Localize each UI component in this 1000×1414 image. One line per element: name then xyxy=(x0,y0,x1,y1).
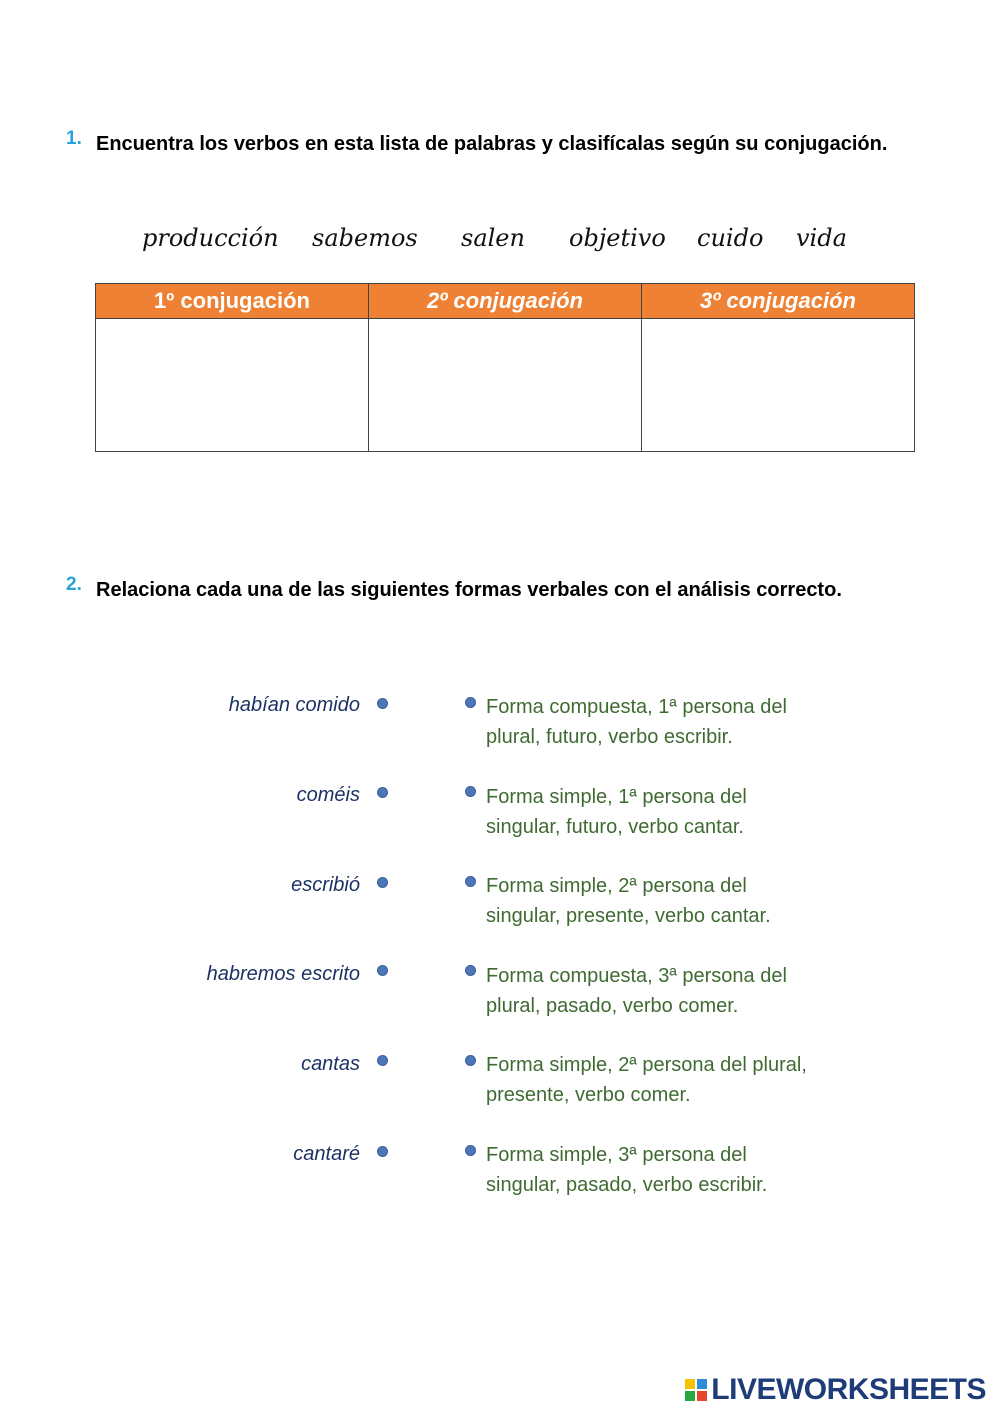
analysis-line: Forma simple, 2ª persona del xyxy=(486,875,747,897)
analysis-line: Forma simple, 2ª persona del plural, xyxy=(486,1054,807,1076)
question-2-number: 2. xyxy=(66,574,82,595)
question-2 xyxy=(66,574,904,606)
analysis-item xyxy=(486,782,886,842)
verb-form-item: escribió xyxy=(291,874,360,896)
analysis-item xyxy=(486,1050,886,1110)
table-header-2: 2º conjugación xyxy=(369,284,642,319)
answer-cell-1[interactable] xyxy=(96,319,369,452)
answer-cell-2[interactable] xyxy=(369,319,642,452)
right-match-dot[interactable] xyxy=(466,787,475,796)
word-list-item: producción xyxy=(142,224,279,252)
left-match-dot[interactable] xyxy=(378,699,387,708)
left-match-dot[interactable] xyxy=(378,1056,387,1065)
question-1-number: 1. xyxy=(66,128,82,149)
verb-form-item: coméis xyxy=(296,784,360,806)
question-2-text: Relaciona cada una de las siguientes formas verbales con el análisis correcto. xyxy=(96,579,842,601)
word-list-item: vida xyxy=(796,224,847,252)
left-match-dot[interactable] xyxy=(378,966,387,975)
analysis-line: singular, pasado, verbo escribir. xyxy=(486,1174,768,1196)
question-1 xyxy=(66,128,904,160)
verb-form-item: habían comido xyxy=(228,694,360,716)
analysis-line: plural, futuro, verbo escribir. xyxy=(486,726,733,748)
analysis-line: Forma compuesta, 1ª persona del xyxy=(486,696,787,718)
right-match-dot[interactable] xyxy=(466,966,475,975)
right-match-dot[interactable] xyxy=(466,698,475,707)
analysis-item xyxy=(486,1140,886,1200)
conjugation-table xyxy=(95,283,915,452)
analysis-line: plural, pasado, verbo comer. xyxy=(486,995,739,1017)
logo-grid-icon xyxy=(685,1379,707,1401)
question-1-text: Encuentra los verbos en esta lista de palabras y clasifícalas según su conjugación. xyxy=(96,133,888,155)
liveworksheets-logo xyxy=(685,1374,986,1406)
word-list-item: sabemos xyxy=(312,224,418,252)
left-match-dot[interactable] xyxy=(378,1147,387,1156)
analysis-line: presente, verbo comer. xyxy=(486,1084,691,1106)
analysis-item xyxy=(486,961,886,1021)
right-match-dot[interactable] xyxy=(466,1146,475,1155)
analysis-line: Forma simple, 1ª persona del xyxy=(486,786,747,808)
right-match-dot[interactable] xyxy=(466,1056,475,1065)
verb-form-item: cantas xyxy=(301,1053,360,1075)
answer-cell-3[interactable] xyxy=(642,319,915,452)
logo-text: LIVEWORKSHEETS xyxy=(711,1373,986,1406)
analysis-line: singular, futuro, verbo cantar. xyxy=(486,816,744,838)
verb-form-item: habremos escrito xyxy=(206,963,360,985)
table-header-3: 3º conjugación xyxy=(642,284,915,319)
analysis-line: Forma compuesta, 3ª persona del xyxy=(486,965,787,987)
analysis-item xyxy=(486,871,886,931)
left-match-dot[interactable] xyxy=(378,878,387,887)
right-match-dot[interactable] xyxy=(466,877,475,886)
word-list-item: salen xyxy=(461,224,525,252)
left-match-dot[interactable] xyxy=(378,788,387,797)
word-list-item: cuido xyxy=(697,224,764,252)
table-header-1: 1º conjugación xyxy=(96,284,369,319)
word-list-item: objetivo xyxy=(569,224,666,252)
analysis-line: singular, presente, verbo cantar. xyxy=(486,905,771,927)
analysis-item xyxy=(486,692,886,752)
analysis-line: Forma simple, 3ª persona del xyxy=(486,1144,747,1166)
verb-form-item: cantaré xyxy=(293,1143,360,1165)
